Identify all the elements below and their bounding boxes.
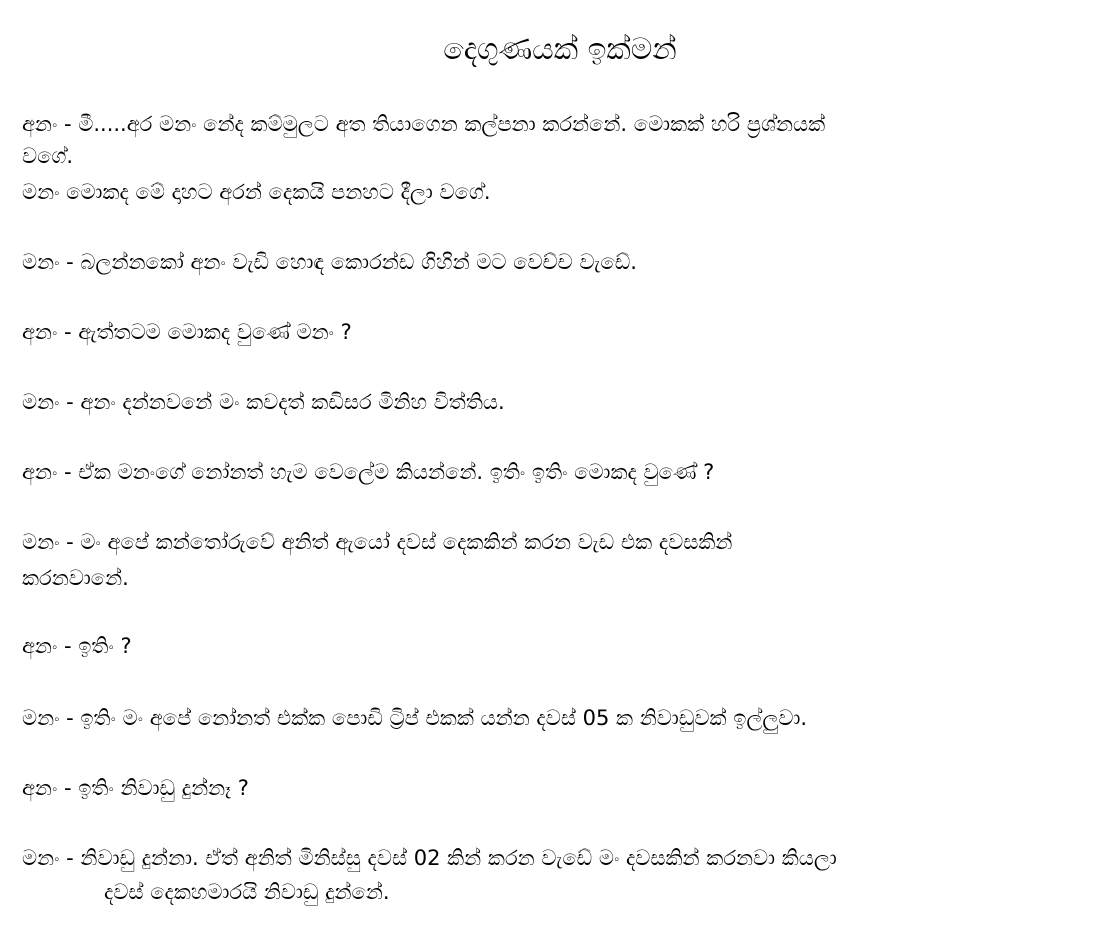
dialogue-line: මනං - මං අපේ කන්තෝරුවේ අනිත් ඇයෝ දවස් දෙකකින් කරන වැඩ එක දවසකින්	[22, 530, 733, 554]
dialogue-line: වගේ.	[22, 144, 74, 168]
dialogue-line: දවස් දෙකහමාරයි නිවාඩු දුන්නේ.	[104, 880, 390, 904]
dialogue-line: මනං - අනං දන්නවනේ මං කවදත් කඩිසර මිනිහ විත්තිය.	[22, 390, 505, 414]
dialogue-line: මනං මොකද මේ දාහට අරන් දෙකයි පනහට දීලා වගේ.	[22, 180, 491, 204]
dialogue-line: අනං - ඉතිං ?	[22, 634, 132, 658]
dialogue-line: මනං - බලන්නකෝ අනං වැඩි හොඳ කොරන්ඩ ගිහින් මට වෙච්ච වැඩේ.	[22, 250, 637, 274]
dialogue-line: අනං - මී.....අර මනං නේද කම්මුලට අත තියාගෙන කල්පනා කරන්නේ. මොකක් හරි ප්‍රශ්නයක්	[22, 112, 826, 136]
dialogue-line: අනං - ඉතිං නිවාඩු දුන්නෑ ?	[22, 776, 249, 800]
document-title: දෙගුණයක් ඉක්මන්	[443, 32, 677, 67]
dialogue-line: මනං - ඉතිං මං අපේ නෝනත් එක්ක පොඩි ට්‍රිප් එකක් යන්න දවස් 05 ක නිවාඩුවක් ඉල්ලුවා.	[22, 706, 808, 730]
dialogue-line: මනං - නිවාඩු දුන්නා. ඒත් අනිත් මිනිස්සු දවස් 02 කින් කරන වැඩේ මං දවසකින් කරනවා කියලා	[22, 846, 837, 870]
dialogue-line: අනං - ඒක මනංගේ නෝනත් හැම වෙලේම කියන්නේ. ඉතිං ඉතිං මොකද වුණේ ?	[22, 460, 715, 484]
dialogue-line: අනං - ඇත්තටම මොකද වුණේ මනං ?	[22, 320, 352, 344]
dialogue-line: කරනවානේ.	[22, 566, 129, 590]
